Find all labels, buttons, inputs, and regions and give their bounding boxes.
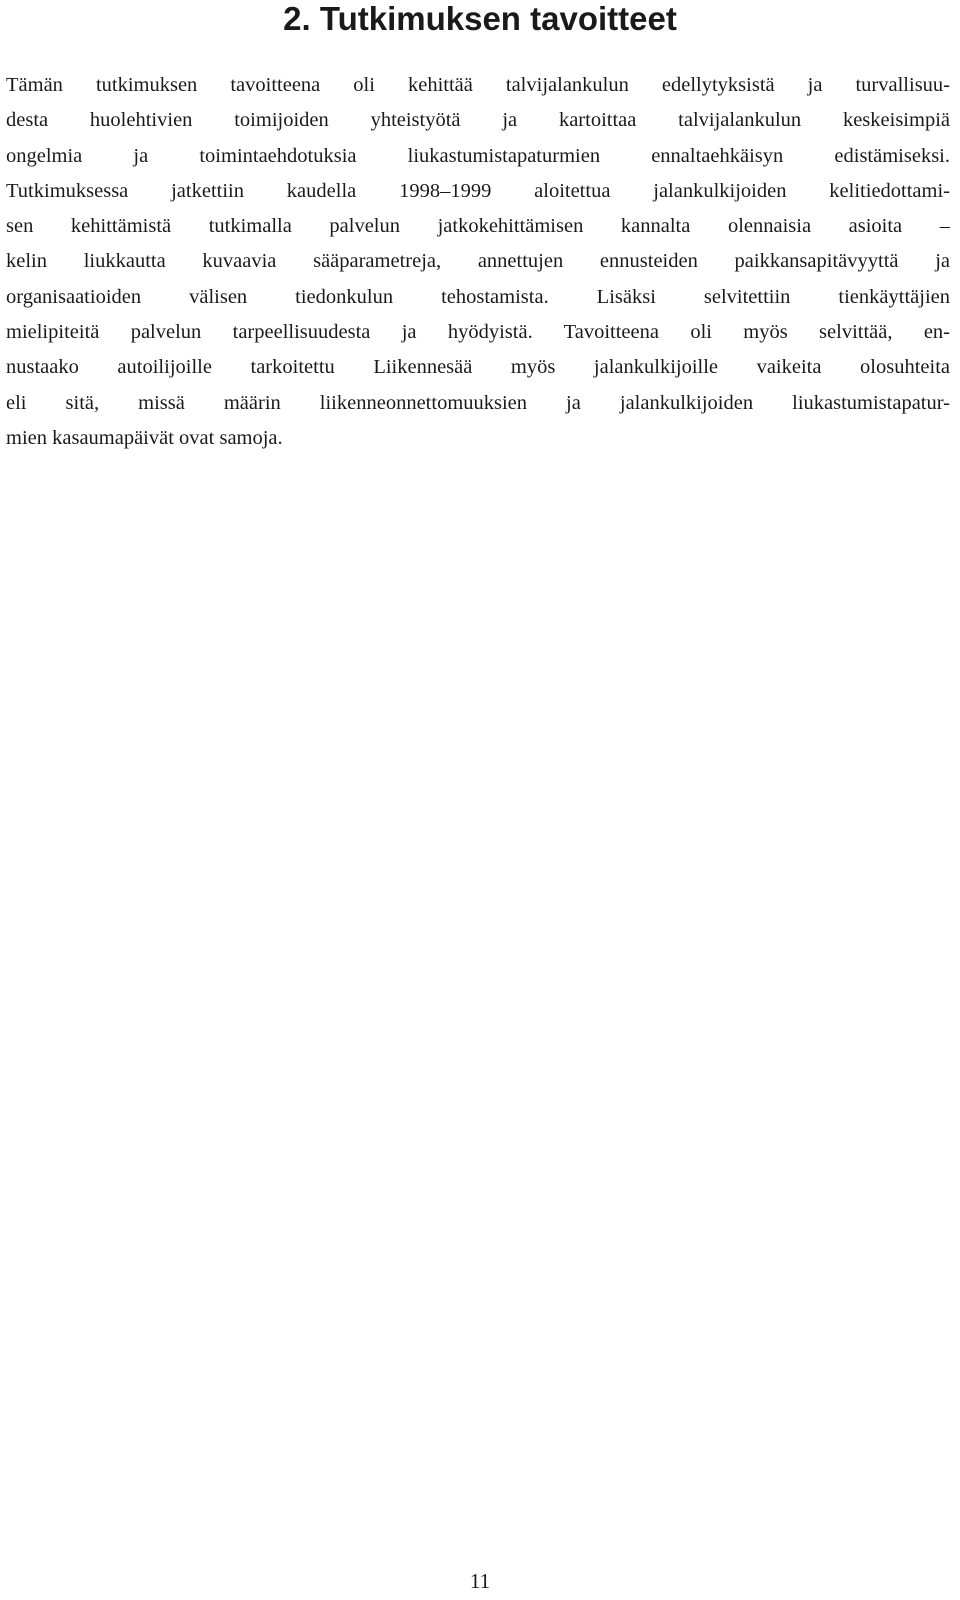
paragraph-line: eli sitä, missä määrin liikenneonnettomuuksien ja jalankulkijoiden liukastumistapatur- — [6, 391, 950, 414]
paragraph-line: mielipiteitä palvelun tarpeellisuudesta ja hyödyistä. Tavoitteena oli myös selvittää, en- — [6, 321, 950, 344]
paragraph-line: sen kehittämistä tutkimalla palvelun jatkokehittämisen kannalta olennaisia asioita – — [6, 215, 950, 238]
paragraph-line: desta huolehtivien toimijoiden yhteistyötä ja kartoittaa talvijalankulun keskeisimpiä — [6, 109, 950, 132]
paragraph-line: mien kasaumapäivät ovat samoja. — [6, 426, 283, 449]
paragraph-line: kelin liukkautta kuvaavia sääparametreja, annettujen ennusteiden paikkansapitävyyttä ja — [6, 250, 950, 273]
section-heading: 2. Tutkimuksen tavoitteet — [283, 0, 677, 37]
paragraph-line: organisaatioiden välisen tiedonkulun tehostamista. Lisäksi selvitettiin tienkäyttäjien — [6, 285, 950, 308]
paragraph-line: nustaako autoilijoille tarkoitettu Liikennesää myös jalankulkijoille vaikeita olosuhteita — [6, 356, 950, 379]
paragraph-line: Tutkimuksessa jatkettiin kaudella 1998–1999 aloitettua jalankulkijoiden kelitiedottami- — [6, 179, 950, 202]
paragraph-line: Tämän tutkimuksen tavoitteena oli kehittää talvijalankulun edellytyksistä ja turvallisuu- — [6, 74, 950, 96]
body-paragraph — [6, 68, 950, 456]
paragraph-line: ongelmia ja toimintaehdotuksia liukastumistapaturmien ennaltaehkäisyn edistämiseksi. — [6, 144, 950, 167]
page-number: 11 — [469, 1569, 491, 1593]
